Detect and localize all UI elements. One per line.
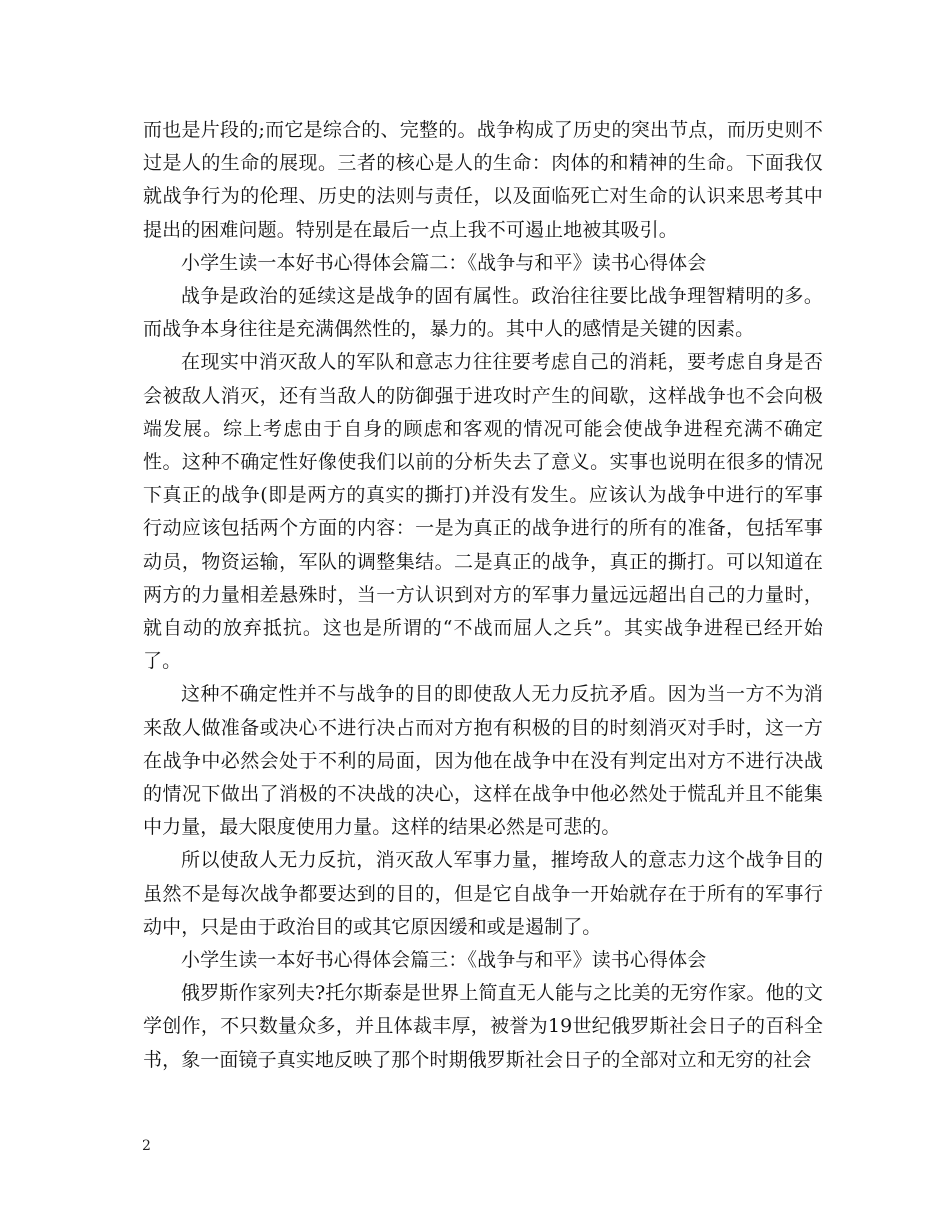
page-number: 2	[142, 1138, 151, 1154]
paragraph: 俄罗斯作家列夫?托尔斯泰是世界上简直无人能与之比美的无穷作家。他的文学创作，不只数量众多，并且体裁丰厚，被誉为19世纪俄罗斯社会日子的百科全书，象一面镜子真实地反映了那个时期俄罗斯社会日子的全部对立和无穷的社会	[143, 982, 823, 1071]
paragraph: 战争是政治的延续这是战争的固有属性。政治往往要比战争理智精明的多。而战争本身往往是充满偶然性的，暴力的。其中人的感情是关键的因素。	[143, 285, 823, 341]
paragraph-continuation: 而也是片段的;而它是综合的、完整的。战争构成了历史的突出节点，而历史则不过是人的生命的展现。三者的核心是人的生命：肉体的和精神的生命。下面我仅就战争行为的伦理、历史的法则与责任，以及面临死亡对生命的认识来思考其中提出的困难问题。特别是在最后一点上我不可遏止地被其吸引。	[143, 119, 823, 241]
document-page	[143, 114, 823, 1077]
paragraph: 这种不确定性并不与战争的目的即使敌人无力反抗矛盾。因为当一方不为消来敌人做准备或决心不进行决占而对方抱有积极的目的时刻消灭对手时，这一方在战争中必然会处于不利的局面，因为他在战争中在没有判定出对方不进行决战的情况下做出了消极的不决战的决心，这样在战争中他必然处于慌乱并且不能集中力量，最大限度使用力量。这样的结果必然是可悲的。	[143, 683, 823, 839]
section-heading-part-three: 小学生读一本好书心得体会篇三：《战争与和平》读书心得体会	[181, 949, 707, 972]
section-heading-part-two: 小学生读一本好书心得体会篇二：《战争与和平》读书心得体会	[181, 251, 707, 274]
paragraph: 在现实中消灭敌人的军队和意志力往往要考虑自己的消耗，要考虑自身是否会被敌人消灭，还有当敌人的防御强于进攻时产生的间歇，这样战争也不会向极端发展。综上考虑由于自身的顾虑和客观的情况可能会使战争进程充满不确定性。这种不确定性好像使我们以前的分析失去了意义。实事也说明在很多的情况下真正的战争(即是两方的真实的撕打)并没有发生。应该认为战争中进行的军事行动应该包括两个方面的内容：一是为真正的战争进行的所有的准备，包括军事动员，物资运输，军队的调整集结。二是真正的战争，真正的撕打。可以知道在两方的力量相差悬殊时，当一方认识到对方的军事力量远远超出自己的力量时，就自动的放弃抵抗。这也是所谓的“不战而屈人之兵”。其实战争进程已经开始了。	[143, 351, 823, 673]
paragraph: 所以使敌人无力反抗，消灭敌人军事力量，摧垮敌人的意志力这个战争目的虽然不是每次战争都要达到的目的，但是它自战争一开始就存在于所有的军事行动中，只是由于政治目的或其它原因缓和或是遏制了。	[143, 849, 823, 938]
